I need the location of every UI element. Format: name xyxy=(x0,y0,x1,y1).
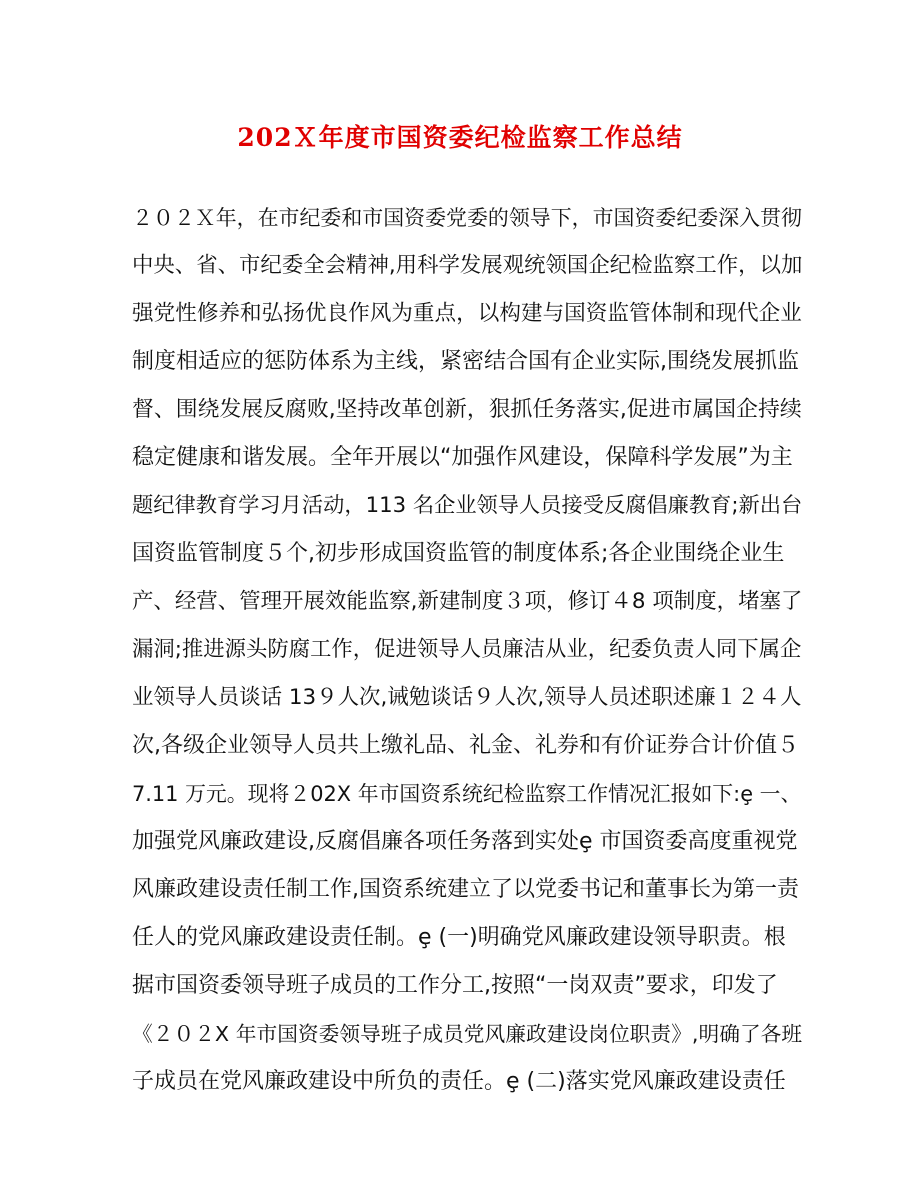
body-line: 督、围绕发展反腐败,坚持改革创新，狠抓任务落实,促进市属国企持续 xyxy=(132,397,802,422)
body-line: 业领导人员谈话 13９人次,诫勉谈话９人次,领导人员述职述廉１２４人 xyxy=(132,685,802,710)
body-line: 7.11 万元。现将２02X 年市国资系统纪检监察工作情况汇报如下:ȩ 一、 xyxy=(132,782,802,806)
document-title: 202Ｘ年度市国资委纪检监察工作总结 xyxy=(237,123,683,152)
body-line: 《２０２X 年市国资委领导班子成员党风廉政建设岗位职责》,明确了各班 xyxy=(132,1022,803,1046)
body-line: 强党性修养和弘扬优良作风为重点，以构建与国资监管体制和现代企业 xyxy=(132,301,802,326)
body-line: 制度相适应的惩防体系为主线，紧密结合国有企业实际,围绕发展抓监 xyxy=(132,349,799,374)
body-line: 加强党风廉政建设,反腐倡廉各项任务落到实处ȩ 市国资委高度重视党 xyxy=(132,829,798,854)
body-line: 稳定健康和谐发展。全年开展以“加强作风建设，保障科学发展”为主 xyxy=(132,445,793,470)
body-line: 国资监管制度５个,初步形成国资监管的制度体系;各企业围绕企业生 xyxy=(132,541,785,566)
body-line: 风廉政建设责任制工作,国资系统建立了以党委书记和董事长为第一责 xyxy=(132,877,799,902)
body-line: 题纪律教育学习月活动，113 名企业领导人员接受反腐倡廉教育;新出台 xyxy=(132,493,803,518)
body-line: 任人的党风廉政建设责任制。ȩ (一)明确党风廉政建设领导职责。根 xyxy=(132,925,786,950)
body-line: 次,各级企业领导人员共上缴礼品、礼金、礼券和有价证券合计价值５ xyxy=(132,733,799,758)
body-line: 中央、省、市纪委全会精神,用科学发展观统领国企纪检监察工作，以加 xyxy=(132,253,803,278)
body-line: 漏洞;推进源头防腐工作，促进领导人员廉洁从业，纪委负责人同下属企 xyxy=(132,637,802,662)
body-line: 子成员在党风廉政建设中所负的责任。ȩ (二)落实党风廉政建设责任 xyxy=(132,1069,786,1094)
body-line: 产、经营、管理开展效能监察,新建制度３项，修订４8 项制度，堵塞了 xyxy=(132,589,803,614)
body-line: 据市国资委领导班子成员的工作分工,按照“一岗双责”要求，印发了 xyxy=(132,973,778,998)
body-line: ２０２Ｘ年，在市纪委和市国资委党委的领导下，市国资委纪委深入贯彻 xyxy=(132,206,802,230)
